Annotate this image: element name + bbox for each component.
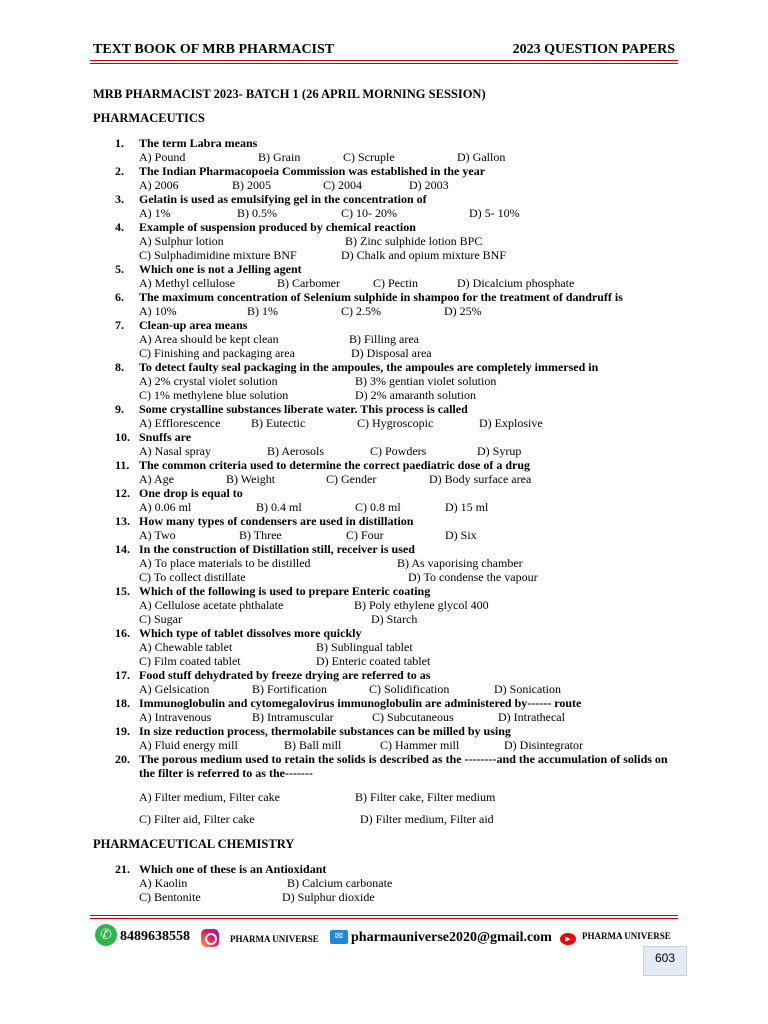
answer-option: A) Kaolin	[139, 876, 188, 890]
answer-option: B) Carbomer	[277, 276, 340, 290]
answer-option: A) Intravenous	[139, 710, 212, 724]
page-footer	[93, 922, 675, 954]
question-text: In the construction of Distillation still, receiver is used	[139, 542, 415, 556]
question-number: 4.	[115, 220, 124, 234]
paper-title: 2023 QUESTION PAPERS	[512, 42, 675, 57]
answer-option: A) Area should be kept clean	[139, 332, 279, 346]
answer-option: D) 2% amaranth solution	[355, 388, 476, 402]
answer-option: D) Enteric coated tablet	[316, 654, 431, 668]
brand-name: PHARMA UNIVERSE	[230, 934, 319, 944]
question-text: Snuffs are	[139, 430, 192, 444]
instagram-icon	[201, 929, 219, 947]
answer-option: D) Starch	[371, 612, 418, 626]
answer-option: A) Two	[139, 528, 176, 542]
answer-option: C) 2004	[323, 178, 362, 192]
answer-option: B) Ball mill	[284, 738, 342, 752]
answer-option: B) Weight	[226, 472, 276, 486]
answer-option: B) Eutectic	[251, 416, 306, 430]
answer-option: D) To condense the vapour	[408, 570, 538, 584]
question-number: 12.	[115, 486, 130, 500]
answer-option: A) 0.06 ml	[139, 500, 192, 514]
question-text: Which of the following is used to prepare Enteric coating	[139, 584, 431, 598]
answer-option: D) Disposal area	[351, 346, 432, 360]
header-rule	[90, 60, 678, 61]
answer-option: A) Sulphur lotion	[139, 234, 224, 248]
whatsapp-icon: ✆	[95, 924, 117, 946]
question-number: 1.	[115, 136, 124, 150]
answer-option: A) 10%	[139, 304, 177, 318]
question-number: 8.	[115, 360, 124, 374]
answer-option: D) 25%	[444, 304, 482, 318]
answer-option: D) Sulphur dioxide	[282, 890, 375, 904]
answer-option: B) Zinc sulphide lotion BPC	[345, 234, 483, 248]
footer-rule	[90, 915, 678, 916]
answer-option: C) Sugar	[139, 612, 182, 626]
question-text: Which one of these is an Antioxidant	[139, 862, 327, 876]
answer-option: D) Gallon	[457, 150, 506, 164]
answer-option: C) 10- 20%	[341, 206, 397, 220]
youtube-icon: ▶	[560, 933, 576, 945]
answer-option: D) Explosive	[479, 416, 543, 430]
question-number: 16.	[115, 626, 130, 640]
answer-option: A) Efflorescence	[139, 416, 221, 430]
question-text: In size reduction process, thermolabile substances can be milled by using	[139, 724, 511, 738]
book-title: TEXT BOOK OF MRB PHARMACIST	[93, 42, 335, 57]
answer-option: B) Filter cake, Filter medium	[355, 790, 496, 804]
answer-option: A) Filter medium, Filter cake	[139, 790, 280, 804]
answer-option: A) Chewable tablet	[139, 640, 233, 654]
answer-option: C) 2.5%	[341, 304, 381, 318]
question-number: 9.	[115, 402, 124, 416]
answer-option: B) Fortification	[252, 682, 327, 696]
question-number: 20.	[115, 752, 130, 766]
question-text: To detect faulty seal packaging in the ampoules, the ampoules are completely immersed in	[139, 360, 599, 374]
answer-option: C) Film coated tablet	[139, 654, 241, 668]
answer-option: C) To collect distillate	[139, 570, 246, 584]
question-text: Some crystalline substances liberate water. This process is called	[139, 402, 468, 416]
answer-option: C) Powders	[370, 444, 427, 458]
question-text: How many types of condensers are used in distillation	[139, 514, 414, 528]
phone-number: 8489638558	[120, 929, 190, 944]
question-number: 11.	[115, 458, 130, 472]
mail-icon: ✉	[330, 930, 348, 944]
answer-option: C) Hygroscopic	[357, 416, 434, 430]
answer-option: D) Disintegrator	[504, 738, 583, 752]
answer-option: D) Six	[445, 528, 477, 542]
question-number: 19.	[115, 724, 130, 738]
answer-option: B) 1%	[247, 304, 278, 318]
question-text: Gelatin is used as emulsifying gel in the concentration of	[139, 192, 427, 206]
answer-option: B) Sublingual tablet	[316, 640, 413, 654]
answer-option: B) Three	[239, 528, 282, 542]
answer-option: A) Cellulose acetate phthalate	[139, 598, 284, 612]
answer-option: A) 2006	[139, 178, 179, 192]
answer-option: C) Four	[346, 528, 384, 542]
question-text: The term Labra means	[139, 136, 258, 150]
answer-option: D) Dicalcium phosphate	[457, 276, 575, 290]
question-number: 14.	[115, 542, 130, 556]
question-text: Which type of tablet dissolves more quickly	[139, 626, 362, 640]
question-number: 13.	[115, 514, 130, 528]
answer-option: B) 2005	[232, 178, 271, 192]
answer-option: C) 0.8 ml	[355, 500, 401, 514]
question-text: The Indian Pharmacopoeia Commission was established in the year	[139, 164, 486, 178]
question-number: 3.	[115, 192, 124, 206]
answer-option: B) 3% gentian violet solution	[355, 374, 497, 388]
email-address: pharmauniverse2020@gmail.com	[351, 930, 552, 945]
section-heading: PHARMACEUTICS	[93, 111, 205, 125]
brand-name: PHARMA UNIVERSE	[582, 931, 671, 941]
question-number: 15.	[115, 584, 130, 598]
question-text: Immunoglobulin and cytomegalovirus immunoglobulin are administered by------ route	[139, 696, 582, 710]
answer-option: A) 2% crystal violet solution	[139, 374, 278, 388]
answer-option: B) Calcium carbonate	[287, 876, 393, 890]
question-text: The common criteria used to determine the correct paediatric dose of a drug	[139, 458, 531, 472]
question-text: Example of suspension produced by chemical reaction	[139, 220, 416, 234]
header-rule	[90, 63, 678, 64]
question-number: 2.	[115, 164, 124, 178]
question-number: 5.	[115, 262, 124, 276]
page-number: 603	[643, 946, 687, 976]
question-number: 21.	[115, 862, 130, 876]
answer-option: C) Hammer mill	[380, 738, 460, 752]
question-text: Food stuff dehydrated by freeze drying are referred to as	[139, 668, 431, 682]
question-number: 7.	[115, 318, 124, 332]
answer-option: A) To place materials to be distilled	[139, 556, 311, 570]
answer-option: D) Sonication	[494, 682, 561, 696]
answer-option: B) Poly ethylene glycol 400	[354, 598, 489, 612]
answer-option: D) 5- 10%	[469, 206, 520, 220]
question-number: 6.	[115, 290, 124, 304]
answer-option: D) 2003	[409, 178, 449, 192]
question-text: The porous medium used to retain the solids is described as the --------and the accumulation of solids on the filter is referred to as the-------	[139, 752, 668, 780]
answer-option: C) Finishing and packaging area	[139, 346, 295, 360]
batch-title: MRB PHARMACIST 2023- BATCH 1 (26 APRIL MORNING SESSION)	[93, 87, 486, 101]
answer-option: B) As vaporising chamber	[397, 556, 523, 570]
question-text: One drop is equal to	[139, 486, 243, 500]
answer-option: D) Syrup	[477, 444, 522, 458]
question-number: 17.	[115, 668, 130, 682]
answer-option: A) Methyl cellulose	[139, 276, 235, 290]
answer-option: C) Sulphadimidine mixture BNF	[139, 248, 297, 262]
answer-option: D) 15 ml	[445, 500, 489, 514]
question-text: Clean-up area means	[139, 318, 248, 332]
answer-option: D) Intrathecal	[498, 710, 565, 724]
answer-option: C) 1% methylene blue solution	[139, 388, 289, 402]
section-heading: PHARMACEUTICAL CHEMISTRY	[93, 837, 295, 851]
question-number: 10.	[115, 430, 130, 444]
answer-option: C) Subcutaneous	[372, 710, 454, 724]
answer-option: D) Chalk and opium mixture BNF	[341, 248, 506, 262]
answer-option: C) Bentonite	[139, 890, 201, 904]
question-number: 18.	[115, 696, 130, 710]
answer-option: A) Nasal spray	[139, 444, 211, 458]
question-text: Which one is not a Jelling agent	[139, 262, 302, 276]
answer-option: C) Pectin	[373, 276, 418, 290]
answer-option: D) Filter medium, Filter aid	[360, 812, 494, 826]
page-header	[93, 42, 675, 60]
answer-option: B) Filling area	[349, 332, 419, 346]
answer-option: B) Aerosols	[267, 444, 324, 458]
answer-option: C) Solidification	[369, 682, 450, 696]
answer-option: A) Gelsication	[139, 682, 210, 696]
question-text: The maximum concentration of Selenium sulphide in shampoo for the treatment of dandruff is	[139, 290, 623, 304]
answer-option: A) Fluid energy mill	[139, 738, 238, 752]
answer-option: B) Intramuscular	[252, 710, 334, 724]
footer-rule	[90, 918, 678, 919]
answer-option: B) 0.5%	[237, 206, 277, 220]
answer-option: C) Gender	[326, 472, 377, 486]
answer-option: A) 1%	[139, 206, 171, 220]
answer-option: A) Pound	[139, 150, 186, 164]
answer-option: B) 0.4 ml	[256, 500, 302, 514]
answer-option: C) Filter aid, Filter cake	[139, 812, 255, 826]
answer-option: C) Scruple	[343, 150, 395, 164]
answer-option: D) Body surface area	[429, 472, 532, 486]
answer-option: A) Age	[139, 472, 174, 486]
answer-option: B) Grain	[258, 150, 301, 164]
